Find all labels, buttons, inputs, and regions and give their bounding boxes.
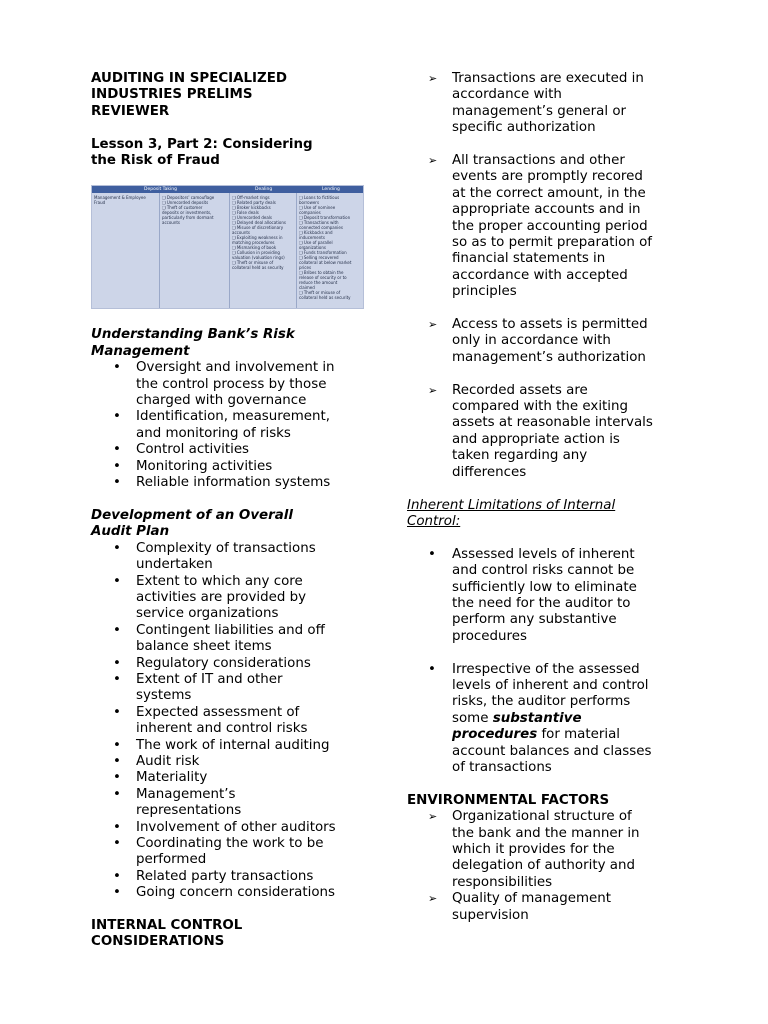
right-column (407, 71, 687, 924)
environmental-heading: ENVIRONMENTAL FACTORS (407, 792, 610, 808)
list-item: • Identification, measurement, and monitoring of risks (136, 409, 381, 442)
list-item: • Extent to which any core activities are provided by service organizations (136, 574, 381, 623)
control-list (407, 71, 687, 481)
environmental-list (407, 809, 687, 924)
document-title: AUDITING IN SPECIALIZED INDUSTRIES PRELIMS REVIEWER (91, 71, 288, 119)
internal-control-heading: INTERNAL CONTROL CONSIDERATIONS (91, 918, 243, 950)
list-item: • Management’s representations (136, 787, 381, 820)
figure-header: Deposit Taking (144, 187, 177, 193)
list-item: • Related party transactions (136, 869, 381, 885)
figure-col-dealing: ❑ Off-market rings ❑ Related party deals ❑ Broker kickbacks ❑ False deals ❑ Unrecorded deals ❑ Delayed deal allocations ❑ Misuse of discretionary accounts ❑ Exploiting weakness in matching procedures ❑ Mismarking of book ❑ Collusion in providing valuation (valuation rings) ❑ Theft or misuse of collateral held as security (232, 195, 286, 271)
list-item: • Monitoring activities (136, 459, 381, 475)
arrow-bullet-icon: ➢ (428, 72, 438, 85)
arrow-bullet-icon: ➢ (428, 892, 438, 906)
risk-heading: Understanding Bank’s Risk Management (91, 327, 295, 359)
plan-list (91, 541, 381, 902)
list-item: • Regulatory considerations (136, 656, 381, 672)
list-item: • Extent of IT and other systems (136, 672, 381, 705)
risk-list (91, 360, 381, 491)
list-item: • Materiality (136, 770, 381, 786)
limitations-heading: Inherent Limitations of Internal Control: (407, 497, 616, 529)
figure-col-lending: ❑ Loans to fictitious borrowers ❑ Use of nominee companies ❑ Deposit transformation ❑ Transactions with connected companies ❑ Kickbacks and inducements ❑ Use of parallel organizations ❑ Funds transformation ❑ Selling recovered collateral at below market prices ❑ Bribes to obtain the release of security or to reduce the amount claimed ❑ Theft or misuse of collateral held as security (299, 195, 352, 301)
list-item: ➢ Quality of management supervision (428, 891, 611, 923)
list-item: • Complexity of transactions undertaken (136, 541, 381, 574)
list-item: ➢ Transactions are executed in accordance with management’s general or specific authorization (428, 71, 644, 136)
list-item: • Reliable information systems (136, 475, 381, 491)
arrow-bullet-icon: ➢ (428, 383, 438, 397)
fraud-table-figure (91, 185, 364, 309)
plan-heading: Development of an Overall Audit Plan (91, 507, 293, 540)
list-item: • Control activities (136, 442, 381, 458)
list-item: • Contingent liabilities and off balance sheet items (136, 623, 381, 656)
figure-header: Dealing (255, 187, 273, 193)
list-item: • Coordinating the work to be performed (136, 836, 381, 869)
list-item: • The work of internal auditing (136, 738, 381, 754)
list-item: ➢ Recorded assets are compared with the exiting assets at reasonable intervals and appropriate action is taken regarding any differences (428, 382, 653, 480)
arrow-bullet-icon: ➢ (428, 154, 438, 168)
list-item: ➢ All transactions and other events are promptly recored at the correct amount, in the appropriate accounts and in the proper accounting period so as to permit preparation of financial statements in accordance with accepted principles (428, 153, 653, 300)
figure-col-deposit: ❑ Depositors' camouflage ❑ Unrecorded deposits ❑ Theft of customer deposits or investments, particularly from dormant accounts (162, 195, 215, 226)
list-item: • Expected assessment of inherent and control risks (136, 705, 381, 738)
left-column (91, 71, 381, 951)
list-item: ➢ Organizational structure of the bank and the manner in which it provides for the delegation of authority and responsibilities (428, 809, 640, 890)
list-item: • Oversight and involvement in the control process by those charged with governance (136, 360, 381, 409)
list-item: ➢ Access to assets is permitted only in accordance with management’s authorization (428, 317, 648, 365)
arrow-bullet-icon: ➢ (428, 810, 438, 824)
limitations-list (407, 547, 687, 777)
list-item: • Involvement of other auditors (136, 820, 381, 836)
figure-header-row (92, 186, 363, 193)
figure-header: Lending (322, 187, 340, 193)
figure-col-category: Management & Employee Fraud (94, 195, 146, 206)
list-item: • Audit risk (136, 754, 381, 770)
list-item: • Assessed levels of inherent and control risks cannot be sufficiently low to eliminate the need for the auditor to perform any substantive procedures (452, 547, 687, 645)
arrow-bullet-icon: ➢ (428, 318, 438, 332)
list-item: • Going concern considerations (136, 885, 381, 901)
lesson-heading: Lesson 3, Part 2: Considering the Risk of Fraud (91, 136, 313, 169)
list-item: • Irrespective of the assessed levels of inherent and control risks, the auditor performs some substantive procedures for material account balances and classes of transactions (452, 662, 687, 777)
